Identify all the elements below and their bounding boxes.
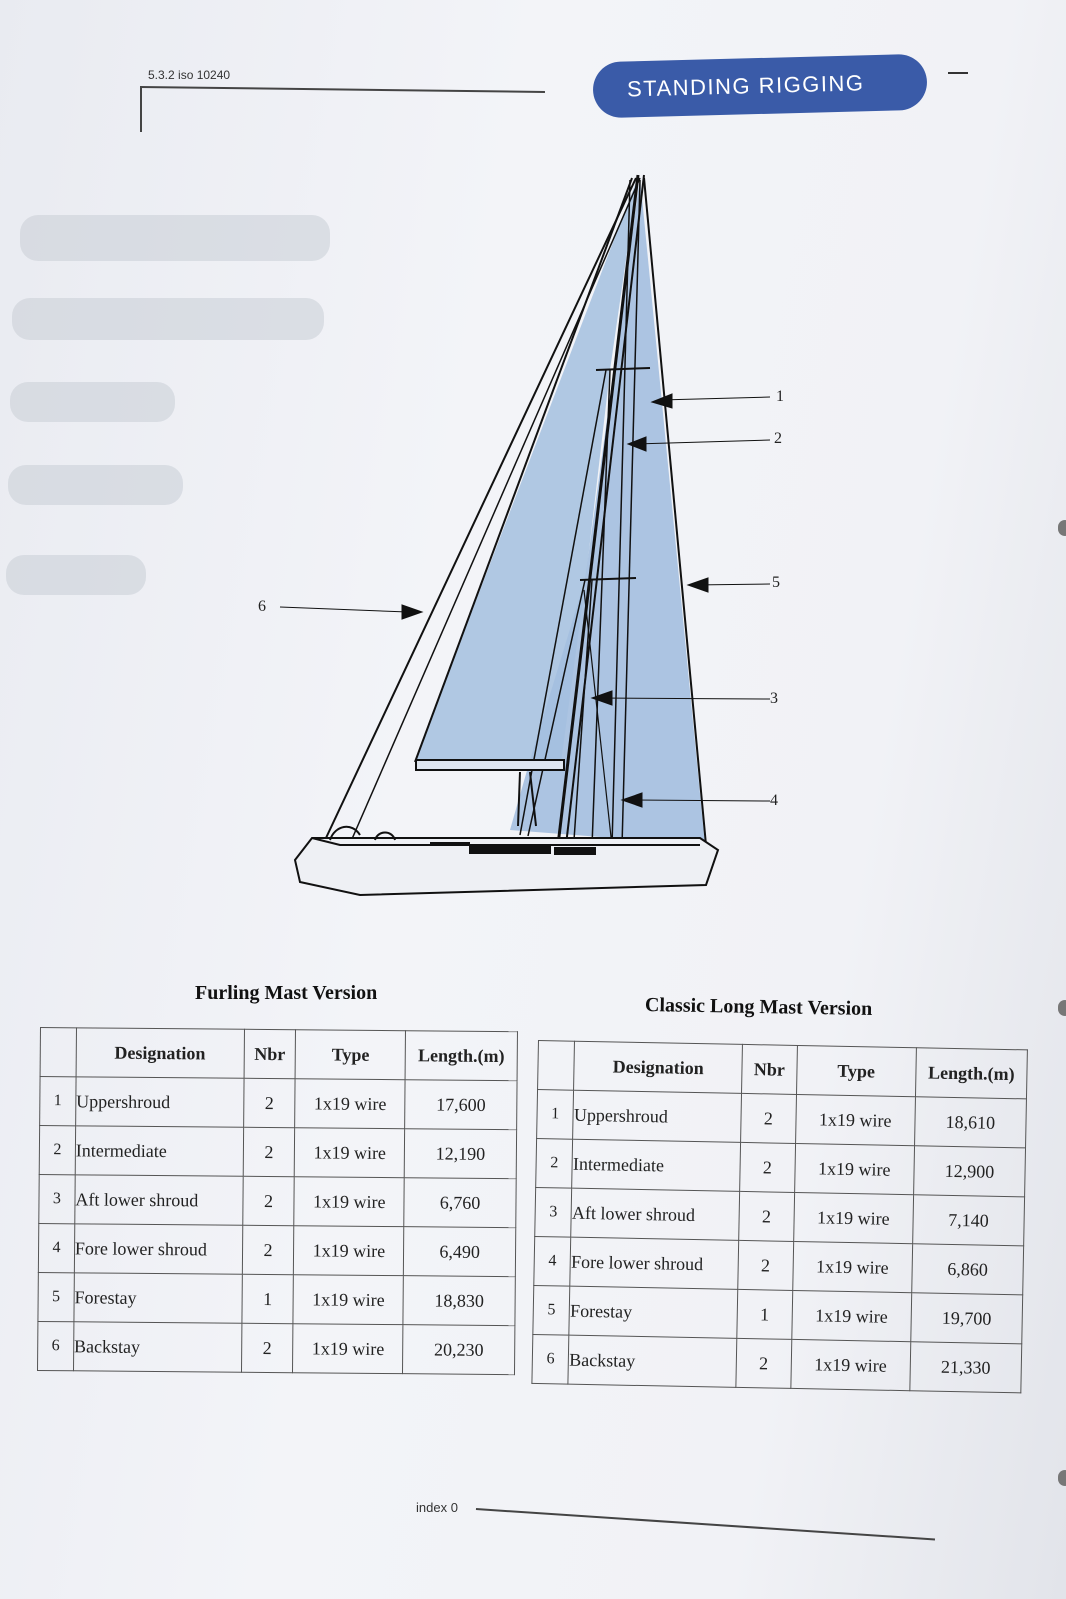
column-header: Type — [296, 1030, 406, 1080]
table-row: 5 Forestay 1 1x19 wire 19,700 — [533, 1285, 1023, 1343]
column-header: Length.(m) — [915, 1048, 1027, 1099]
table-row: 2 Intermediate 2 1x19 wire 12,190 — [39, 1126, 516, 1179]
table-row: 4 Fore lower shroud 2 1x19 wire 6,860 — [534, 1236, 1024, 1294]
boom — [416, 760, 564, 770]
column-header: Length.(m) — [405, 1031, 517, 1081]
callout-label: 5 — [772, 574, 780, 591]
arrow-5 — [688, 578, 708, 592]
table-row: 4 Fore lower shroud 2 1x19 wire 6,490 — [38, 1223, 515, 1276]
column-header: Designation — [574, 1041, 743, 1093]
hull — [295, 827, 718, 895]
index-label: index 0 — [416, 1500, 458, 1515]
column-header: Nbr — [742, 1044, 797, 1094]
callout-label: 1 — [776, 388, 784, 405]
column-header: Nbr — [244, 1029, 296, 1078]
arrow-6 — [402, 605, 422, 619]
binder-ring — [1058, 1470, 1066, 1486]
callout-label: 3 — [770, 690, 778, 707]
callout-label: 4 — [770, 792, 778, 809]
table-row: 2 Intermediate 2 1x19 wire 12,900 — [536, 1138, 1026, 1196]
binder-ring — [1058, 1000, 1066, 1016]
column-header: Type — [796, 1045, 916, 1096]
leader-1 — [660, 397, 770, 400]
callout-label: 6 — [258, 598, 266, 615]
table-row: 1 Uppershroud 2 1x19 wire 17,600 — [40, 1077, 517, 1130]
table-row: 3 Aft lower shroud 2 1x19 wire 7,140 — [535, 1187, 1025, 1245]
furling-rigging-table — [37, 1027, 518, 1375]
classic-rigging-table — [531, 1040, 1028, 1393]
table-row: 6 Backstay 2 1x19 wire 20,230 — [38, 1321, 515, 1374]
callout-label: 2 — [774, 430, 782, 447]
furling-table-caption: Furling Mast Version — [195, 982, 378, 1004]
section-title: STANDING RIGGING — [626, 70, 865, 102]
binder-ring — [1058, 520, 1066, 536]
classic-table-caption: Classic Long Mast Version — [644, 994, 873, 1020]
column-header: Designation — [76, 1028, 244, 1078]
table-row: 5 Forestay 1 1x19 wire 18,830 — [38, 1272, 515, 1325]
table-row: 3 Aft lower shroud 2 1x19 wire 6,760 — [39, 1174, 516, 1227]
section-reference: 5.3.2 iso 10240 — [148, 68, 231, 82]
table-row: 6 Backstay 2 1x19 wire 21,330 — [532, 1334, 1022, 1392]
table-header-row — [40, 1028, 517, 1081]
leader-6 — [280, 607, 408, 612]
table-row: 1 Uppershroud 2 1x19 wire 18,610 — [537, 1090, 1027, 1148]
